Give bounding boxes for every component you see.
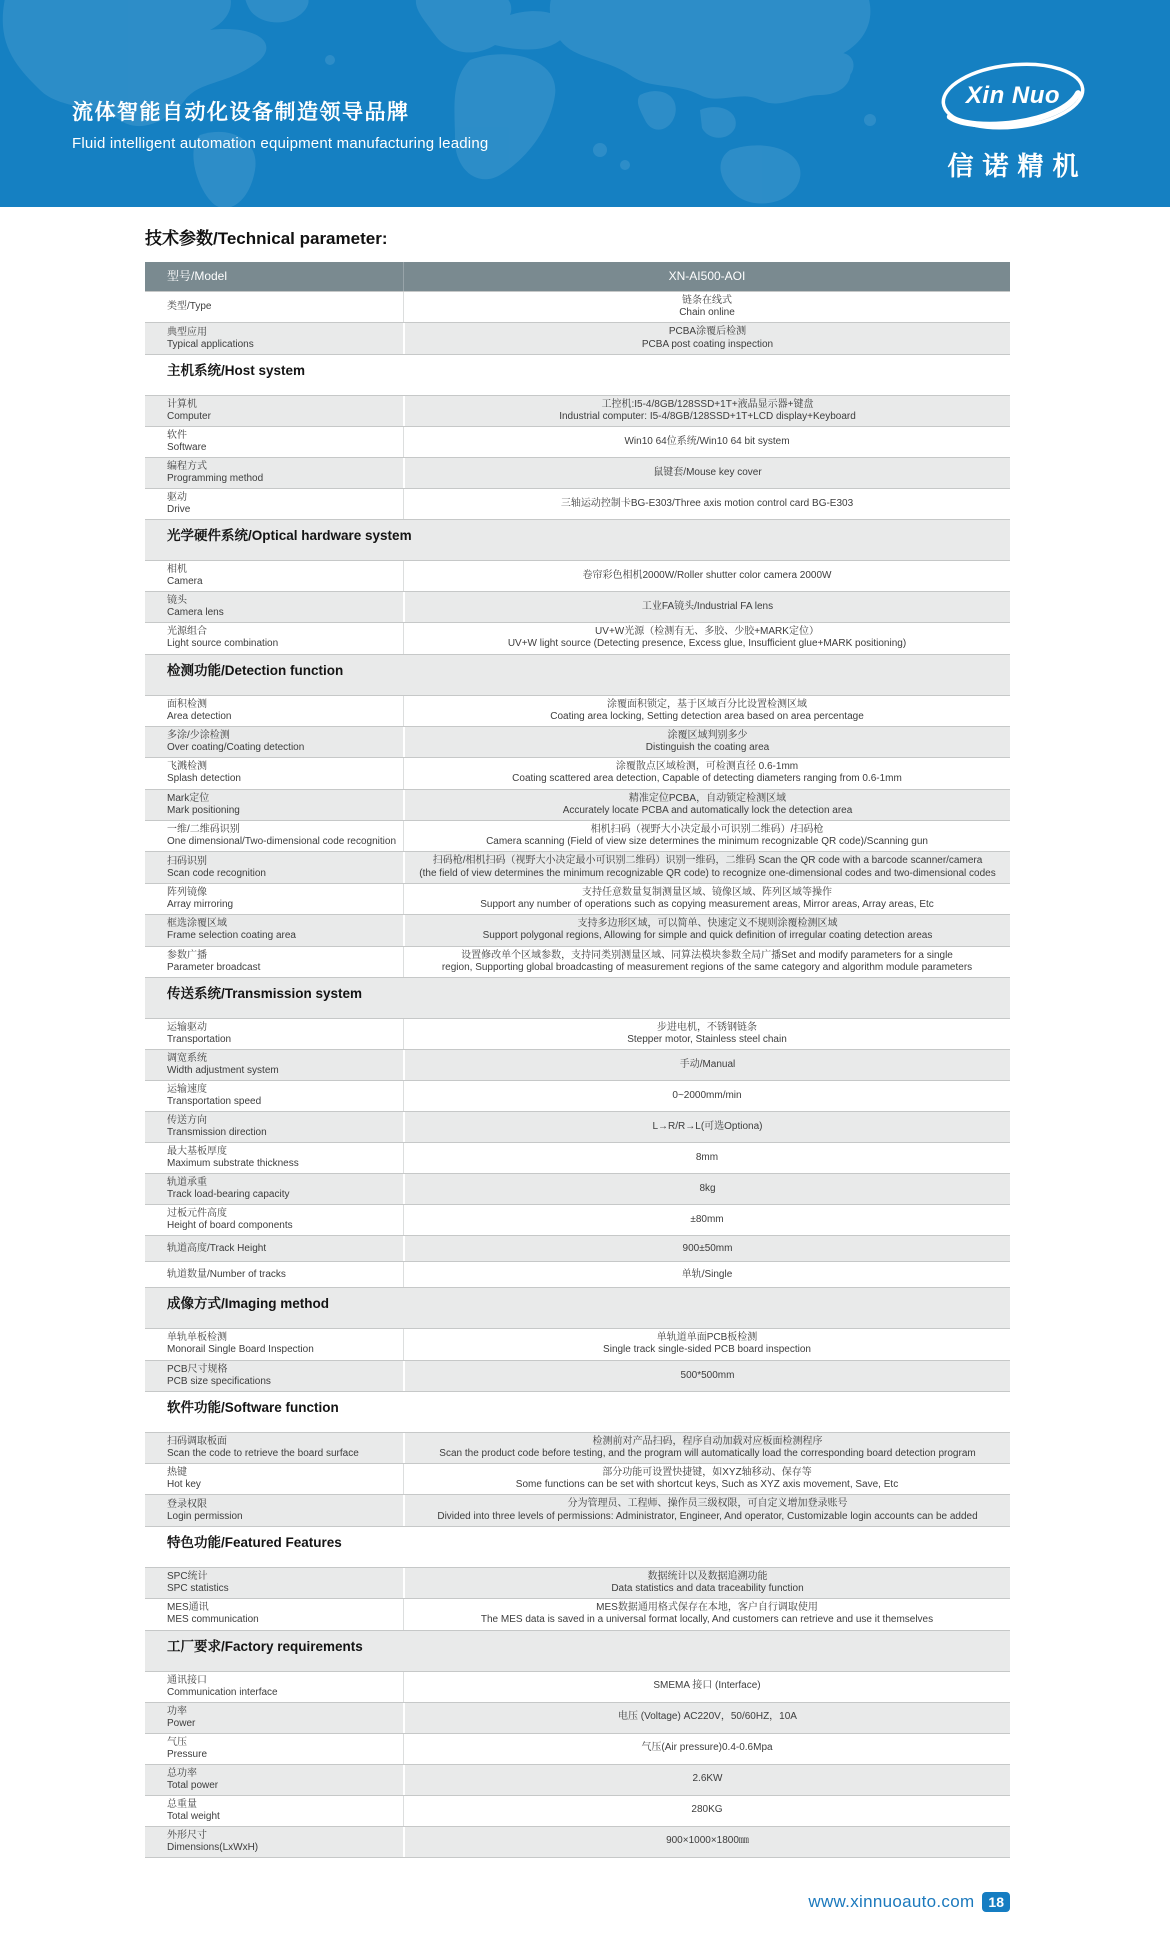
row-label: 轨道高度/Track Height <box>167 1242 267 1254</box>
row-value: 检测前对产品扫码，程序自动加载对应板面检测程序 Scan the product code before testing, and the program will automatically load the corresponding board detection program <box>403 1433 1010 1463</box>
table-row <box>145 1598 1010 1629</box>
table-row <box>145 1111 1010 1142</box>
row-value: 数据统计以及数据追溯功能 Data statistics and data traceability function <box>403 1568 1010 1598</box>
section-row: 光学硬件系统/Optical hardware system <box>145 519 1010 560</box>
table-row <box>145 1049 1010 1080</box>
company-slogan <box>72 96 488 152</box>
section-row: 传送系统/Transmission system <box>145 977 1010 1018</box>
table-row <box>145 1432 1010 1463</box>
row-value: 工业FA镜头/Industrial FA lens <box>403 592 1010 622</box>
row-label: 相机 Camera <box>167 564 203 588</box>
slogan-english: Fluid intelligent automation equipment manufacturing leading <box>72 135 489 152</box>
table-row <box>145 1702 1010 1733</box>
table-row <box>145 914 1010 945</box>
row-label: 总功率 Total power <box>167 1767 219 1791</box>
row-label: 轨道数量/Number of tracks <box>167 1268 286 1280</box>
row-value: 涂覆散点区域检测，可检测直径 0.6-1mm Coating scattered area detection, Capable of detecting diameters ranging from 0.6-1mm <box>403 758 1010 788</box>
row-label: 飞溅检测 Splash detection <box>167 761 241 785</box>
row-value: 扫码枪/相机扫码（视野大小决定最小可识别二维码）识别一维码，二维码 Scan the QR code with a barcode scanner/camera (the field of view determines the minimum recognizable QR code) to recognize one-dimensional codes and two-dimensional codes <box>403 852 1010 882</box>
row-value: 单轨道单面PCB板检测 Single track single-sided PCB board inspection <box>403 1329 1010 1359</box>
row-label: 最大基板厚度 Maximum substrate thickness <box>167 1146 299 1170</box>
top-banner <box>0 0 1170 207</box>
row-label: 扫码识别 Scan code recognition <box>167 855 266 879</box>
table-row <box>145 789 1010 820</box>
section-row: 成像方式/Imaging method <box>145 1287 1010 1328</box>
row-value: 8kg <box>403 1174 1010 1204</box>
row-label: 单轨单板检测 Monorail Single Board Inspection <box>167 1332 314 1356</box>
row-label: 光源组合 Light source combination <box>167 626 279 650</box>
logo-wordmark: Xin Nuo <box>965 82 1061 109</box>
row-label: 多涂/少涂检测 Over coating/Coating detection <box>167 730 305 754</box>
row-label: PCB尺寸规格 PCB size specifications <box>167 1363 271 1387</box>
row-label: 型号/Model <box>167 269 228 284</box>
row-value: 工控机:I5-4/8GB/128SSD+1T+液晶显示器+键盘 Industrial computer: I5-4/8GB/128SSD+1T+LCD display+Keyboard <box>403 396 1010 426</box>
row-label: 气压 Pressure <box>167 1736 208 1760</box>
table-row <box>145 1173 1010 1204</box>
table-row <box>145 291 1010 322</box>
row-value: 相机扫码（视野大小决定最小可识别二维码）/扫码枪 Camera scanning (Field of view size determines the minimum recognizable QR code)/Scanning gun <box>403 821 1010 851</box>
table-row <box>145 1733 1010 1764</box>
table-row <box>145 395 1010 426</box>
row-value: 分为管理员、工程师、操作员三级权限，可自定义增加登录账号 Divided into three levels of permissions: Administrator, Engineer, And operator, Customizable login accounts can be added <box>403 1495 1010 1525</box>
table-row <box>145 1080 1010 1111</box>
brand-name: 信诺精机 <box>947 151 1088 181</box>
company-logo <box>928 58 1098 183</box>
row-value: 单轨/Single <box>403 1262 1010 1287</box>
table-row <box>145 1826 1010 1857</box>
row-label: Mark定位 Mark positioning <box>167 792 240 816</box>
row-label: 外形尺寸 Dimensions(LxWxH) <box>167 1829 259 1853</box>
row-label: 软件 Software <box>167 430 207 454</box>
table-row <box>145 1235 1010 1261</box>
table-row <box>145 1261 1010 1287</box>
row-label: 编程方式 Programming method <box>167 461 264 485</box>
row-value: UV+W光源（检测有无、多胶、少胶+MARK定位） UV+W light source (Detecting presence, Excess glue, Insufficient glue+MARK positioning) <box>403 623 1010 653</box>
table-row <box>145 1204 1010 1235</box>
table-row <box>145 1360 1010 1391</box>
row-value: 2.6KW <box>403 1765 1010 1795</box>
row-label: 框选涂覆区域 Frame selection coating area <box>167 918 296 942</box>
row-value: 步进电机，不锈钢链条 Stepper motor, Stainless steel chain <box>403 1019 1010 1049</box>
row-label: 面积检测 Area detection <box>167 698 232 722</box>
row-label: 运输驱动 Transportation <box>167 1022 232 1046</box>
row-value: Win10 64位系统/Win10 64 bit system <box>403 427 1010 457</box>
row-value: 气压(Air pressure)0.4-0.6Mpa <box>403 1734 1010 1764</box>
section-row: 主机系统/Host system <box>145 354 1010 395</box>
slogan-chinese: 流体智能自动化设备制造领导品牌 <box>72 101 410 124</box>
row-value: MES数据通用格式保存在本地，客户自行调取使用 The MES data is saved in a universal format locally, And customers can retrieve and use it themselves <box>403 1599 1010 1629</box>
row-value: 涂覆区域判别多少 Distinguish the coating area <box>403 727 1010 757</box>
row-label: 功率 Power <box>167 1705 196 1729</box>
row-label: 镜头 Camera lens <box>167 595 224 619</box>
table-header-row <box>145 262 1010 291</box>
section-row: 工厂要求/Factory requirements <box>145 1630 1010 1671</box>
row-label: 传送方向 Transmission direction <box>167 1115 267 1139</box>
row-value: 涂覆面积锁定，基于区域百分比设置检测区域 Coating area locking, Setting detection area based on area percentage <box>403 696 1010 726</box>
row-label: 热键 Hot key <box>167 1467 201 1491</box>
logo-ellipse <box>938 58 1088 134</box>
row-label: 轨道承重 Track load-bearing capacity <box>167 1177 290 1201</box>
table-row <box>145 1494 1010 1525</box>
table-row <box>145 883 1010 914</box>
page-content <box>145 207 1010 1858</box>
page-number-badge: 18 <box>982 1892 1010 1912</box>
row-label: 参数广播 Parameter broadcast <box>167 949 261 973</box>
row-label: 登录权限 Login permission <box>167 1498 243 1522</box>
row-label: 类型/Type <box>167 301 212 313</box>
row-label: 计算机 Computer <box>167 398 211 422</box>
footer-website-link[interactable]: www.xinnuoauto.com <box>808 1891 975 1911</box>
table-row <box>145 946 1010 977</box>
table-row <box>145 1567 1010 1598</box>
table-row <box>145 1463 1010 1494</box>
row-label: 过板元件高度 Height of board components <box>167 1208 293 1232</box>
row-label: 典型应用 Typical applications <box>167 326 254 350</box>
row-value: SMEMA 接口 (Interface) <box>403 1672 1010 1702</box>
table-row <box>145 426 1010 457</box>
row-value: PCBA涂覆后检测 PCBA post coating inspection <box>403 323 1010 353</box>
table-row <box>145 457 1010 488</box>
row-value: 500*500mm <box>403 1361 1010 1391</box>
table-row <box>145 1671 1010 1702</box>
row-label: 调宽系统 Width adjustment system <box>167 1053 279 1077</box>
table-row <box>145 1142 1010 1173</box>
table-row <box>145 622 1010 653</box>
row-label: 阵列镜像 Array mirroring <box>167 886 234 910</box>
row-label: 一维/二维码识别 One dimensional/Two-dimensional code recognition <box>167 824 397 848</box>
row-value: 0~2000mm/min <box>403 1081 1010 1111</box>
row-value: 支持任意数量复制测量区域、镜像区域、阵列区域等操作 Support any number of operations such as copying measurement areas, Mirror areas, Array areas, Etc <box>403 884 1010 914</box>
row-label: 驱动 Drive <box>167 492 191 516</box>
row-value: 900×1000×1800㎜ <box>403 1827 1010 1857</box>
row-value: 三轴运动控制卡BG-E303/Three axis motion control card BG-E303 <box>403 489 1010 519</box>
row-label: MES通讯 MES communication <box>167 1602 259 1626</box>
row-label: 扫码调取板面 Scan the code to retrieve the board surface <box>167 1435 359 1459</box>
table-row <box>145 726 1010 757</box>
table-row <box>145 1795 1010 1826</box>
row-value: XN-AI500-AOI <box>403 262 1010 291</box>
row-value: 链条在线式 Chain online <box>403 292 1010 322</box>
row-value: L→R/R→L(可选Optiona) <box>403 1112 1010 1142</box>
spec-table <box>145 262 1010 1858</box>
row-value: 鼠键套/Mouse key cover <box>403 458 1010 488</box>
table-row <box>145 591 1010 622</box>
row-value: 280KG <box>403 1796 1010 1826</box>
row-label: 总重量 Total weight <box>167 1798 220 1822</box>
row-value: 手动/Manual <box>403 1050 1010 1080</box>
table-row <box>145 488 1010 519</box>
row-value: 支持多边形区域，可以简单、快速定义不规则涂覆检测区域 Support polygonal regions, Allowing for simple and quick definition of irregular coating detection areas <box>403 915 1010 945</box>
page-title: 技术参数/Technical parameter: <box>145 229 388 248</box>
row-label: 通讯接口 Communication interface <box>167 1674 278 1698</box>
table-row <box>145 1764 1010 1795</box>
page-footer <box>145 1892 1010 1912</box>
row-value: 900±50mm <box>403 1236 1010 1261</box>
table-row <box>145 322 1010 353</box>
table-row <box>145 820 1010 851</box>
row-label: SPC统计 SPC statistics <box>167 1570 229 1594</box>
table-row <box>145 851 1010 882</box>
table-row <box>145 1328 1010 1359</box>
section-row: 检测功能/Detection function <box>145 654 1010 695</box>
table-row <box>145 757 1010 788</box>
table-row <box>145 695 1010 726</box>
row-value: 设置修改单个区域参数，支持同类别测量区域、同算法模块参数全局广播Set and modify parameters for a single region, Supporting global broadcasting of measurement regions of the same category and algorithm module parameters <box>403 947 1010 977</box>
row-value: 部分功能可设置快捷键，如XYZ轴移动、保存等 Some functions can be set with shortcut keys, Such as XYZ axis movement, Save, Etc <box>403 1464 1010 1494</box>
row-label: 运输速度 Transportation speed <box>167 1084 262 1108</box>
row-value: ±80mm <box>403 1205 1010 1235</box>
row-value: 电压 (Voltage) AC220V，50/60HZ，10A <box>403 1703 1010 1733</box>
section-row: 软件功能/Software function <box>145 1391 1010 1432</box>
row-value: 卷帘彩色相机2000W/Roller shutter color camera 2000W <box>403 561 1010 591</box>
row-value: 8mm <box>403 1143 1010 1173</box>
row-value: 精准定位PCBA，自动锁定检测区域 Accurately locate PCBA and automatically lock the detection area <box>403 790 1010 820</box>
table-row <box>145 1018 1010 1049</box>
table-row <box>145 560 1010 591</box>
section-row: 特色功能/Featured Features <box>145 1526 1010 1567</box>
